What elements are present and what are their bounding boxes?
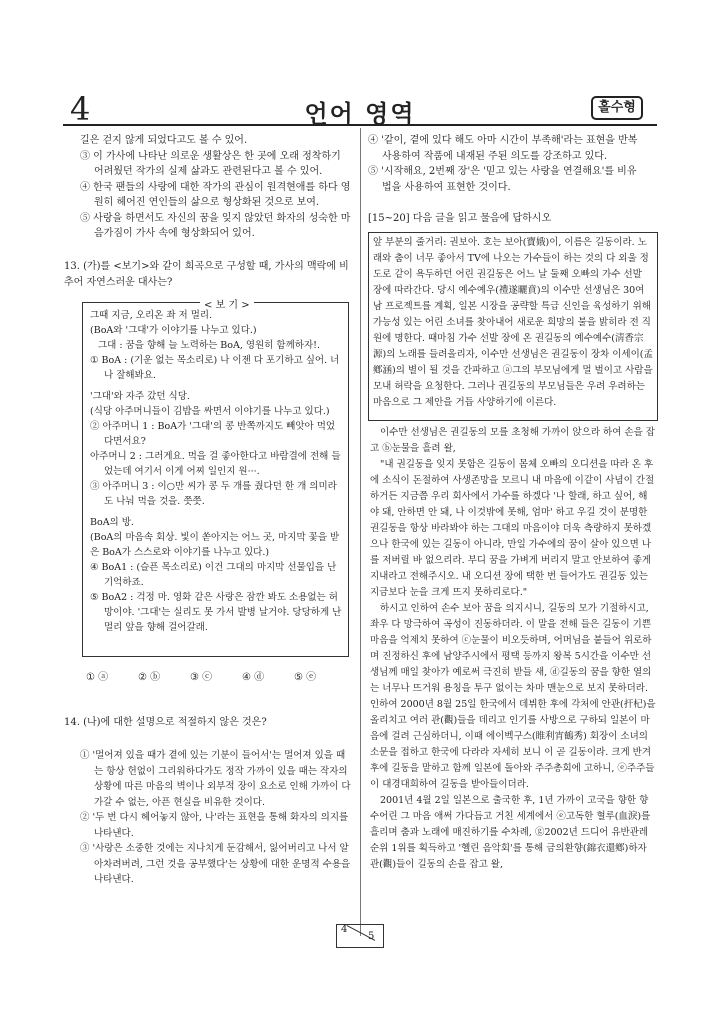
section-title: 언어 영역 <box>304 99 416 128</box>
choice-3: ③ 이 가사에 나타난 의로운 생활상은 한 곳에 오래 정착하기 어려웠던 작가의 실제 삶과도 관련된다고 볼 수 있어. <box>80 150 341 177</box>
choice-line: 길은 걷지 않게 되었다고도 볼 수 있어. <box>80 135 248 146</box>
page-indicator-total: 5 <box>368 931 375 942</box>
box-line: 아주머니 2 : 그러게요. 먹을 걸 좋아한다고 바람결에 전해 들었는데 여기서 이게 어찌 일인지 원···. <box>90 451 341 477</box>
box-line: ① BoA : (기운 없는 목소리로) 나 이젠 다 포기하고 싶어. 너나 잘해봐요. <box>90 355 340 381</box>
answer-choice-2[interactable]: ② ⓑ <box>138 672 161 683</box>
box-line: ④ BoA1 : (슬픈 목소리로) 이건 그대의 마지막 선물입을 난 기억하죠. <box>90 562 337 588</box>
answer-choice-5[interactable]: ⑤ ⓔ <box>294 672 317 683</box>
summary-text: 앞 부분의 줄거리: 권보아. 호는 보아(寶娥)이, 이름은 길동이라. 노래와 춤이 너무 좋아서 TV에 나오는 가수들이 하는 것의 다 외울 정도로 같이 욕두하던 어린 권길동은 어느 날 둘째 오빠의 가수 선발 장에 따라간다. 당시 예수예우(禮遂曬賁)의 이수만 선생님은 30여 남 프로젝트를 계획, 일본 시장을 공략할 특급 신인을 육성하기 위해 가능성 있는 어린 소녀를 찾아내어 새로운 희망의 불을 밝히라 전 직원에 명한다. 때마침 가수 선발 장에 온 권길동의 예수예수(淸香宗源)의 노래를 들려올리자, 이수만 선생님은 권길동이 장차 이세이(孟鄕涵)의 별이 될 것을 간파하고 ⓐ그의 부모님에게 멀 벌이고 사람을 모내 허락을 요청한다. 그러나 권길동의 부모님들은 우려 우려하는 마음으로 그 제안을 거듭 사양하기에 이른다. <box>373 237 653 408</box>
header-rule <box>63 124 657 126</box>
passage-body <box>370 425 656 873</box>
passage-paragraph: 하시고 인하여 손수 보아 꿈을 의지시니, 길동의 모가 기절하시고, 좌우 다 망극하여 곡성이 진동하더라. 이 말을 전해 들은 길동이 기쁜 마음을 억제치 못하여 ⓒ눈물이 비오듯하며, 어머님을 붙들어 위로하며 진정하신 후에 남양주시에서 평택 등까지 왕복 5시간을 이수만 선생님께 매일 찾아가 예로써 극진히 받들 새, ⓓ길동의 꿈을 향한 열의는 너무나 뜨거워 용칭을 투구 없이는 차마 맨눈으로 보지 못하더라. 인하여 2000년 8월 25일 한국에서 데뷔한 후에 각처에 안관(扞杞)을 올리치고 여러 관(觀)들을 데리고 인기를 사방으로 구하되 일본이 마음에 걸려 근심하더니, 이때 에이벡구스(睢利宵鶴秀) 회장이 소녀의 소문을 접하고 한국에 다라라 자세히 보니 이 곧 길동이라. 크게 반겨 후에 길동을 맡하고 함께 일본에 돌아와 주주총회에 고하니, ⓔ주주들이 대경대희하여 길동을 받아들이더라. <box>370 603 656 790</box>
example-box-content <box>90 308 344 635</box>
page-number: 4 <box>70 90 91 128</box>
page-indicator-current: 4 <box>341 924 348 935</box>
answer-choice-4[interactable]: ④ '같이, 곁에 있다 해도 아마 시간이 부족해'라는 표현을 반복 사용하여 작품에 내재된 주된 의도를 강조하고 있다. <box>368 135 638 162</box>
question-13-stem: 13. (가)를 <보기>와 같이 희곡으로 구성할 때, 가사의 맥락에 비추어 자연스러운 대사는? <box>64 261 349 288</box>
box-line: BoA의 방. <box>90 517 134 528</box>
question-14-choices <box>80 748 352 888</box>
answer-choice-4[interactable]: ④ ⓓ <box>242 672 265 683</box>
question-14-choices-continued <box>368 133 643 195</box>
form-type-badge: 홀수형 <box>591 96 643 120</box>
choice-4: ④ 한국 팬들의 사랑에 대한 작가의 관심이 원격현애를 하다 영원히 헤어진 연인들의 삶으로 형상화된 것으로 보여. <box>80 181 351 208</box>
box-line: 그대 : 꿈을 향해 늘 노력하는 BoA, 영원히 함께하자!. <box>98 340 320 351</box>
example-box-label: < 보 기 > <box>200 296 254 311</box>
box-line: 그때 지금, 오리온 좌 저 멀리. <box>90 310 213 321</box>
answer-choice-1[interactable]: ① ⓐ <box>86 672 109 683</box>
box-line: ⑤ BoA2 : 걱정 마. 영화 같은 사랑은 잠깐 봐도 소용없는 허망이야. '그대'는 실리도 못 가서 발병 날거야. 당당하게 난 멀리 앞을 향해 걸어갈래. <box>90 592 342 633</box>
question-14-stem: 14. (나)에 대한 설명으로 적절하지 않은 것은? <box>64 717 267 728</box>
passage-heading: [15~20] 다음 글을 읽고 물음에 답하시오 <box>368 213 552 224</box>
answer-choice-2[interactable]: ② '두 번 다시 헤어놓지 않아, 나'라는 표현을 통해 화자의 의지를 나타낸다. <box>80 812 349 839</box>
column-divider <box>360 128 361 936</box>
answer-choice-5[interactable]: ⑤ '시작해요, 2번째 장'은 '믿고 있는 사랑을 연결해요'를 비유법을 사용하여 표현한 것이다. <box>368 166 637 193</box>
box-line: (BoA의 마음속 회상. 빛이 쏟아지는 어느 곳, 마지막 꽃을 받은 BoA가 스스로와 이야기를 나누고 있다.) <box>90 532 340 558</box>
previous-question-choices <box>80 133 352 242</box>
answer-choice-3[interactable]: ③ '사랑은 소중한 것에는 지나치게 둔감해서, 잃어버리고 나서 알아차려버려, 그런 것을 공부했다'는 상황에 대한 운명적 수용을 나타낸다. <box>80 843 351 885</box>
box-line: (BoA와 '그대'가 이야기를 나누고 있다.) <box>90 325 257 336</box>
box-line: '그대'와 자주 갔던 식당. <box>90 391 190 402</box>
box-line: ② 아주머니 1 : BoA가 '그대'의 콩 반쪽까지도 빼앗아 먹었다면서요? <box>90 421 336 447</box>
passage-paragraph: "내 권길동을 잊지 못함은 길동이 몸체 오빠의 오디션을 따라 온 후에 소식이 돈절하여 사생존망을 모르니 내 마음에 이같이 사념이 간절하거든 지금쯤 우리 회사에서 가수를 하겠다 '나 할래, 하고 싶어, 해야 돼, 안하면 안 돼, 나 이것밖에 못해, 엄마' 하고 우길 것이 분명한 권길동을 항상 바라봐야 하는 그대의 마음이야 더욱 측량하지 못하겠으나 한국에 있는 길동이 아니라, 만일 가수에의 꿈이 살아 있으면 나를 저버릴 바 없으리라. 부디 꿈을 가벼게 버리지 말고 안보하여 좋게 지내라고 전해주시오. 내 오디션 장에 택한 번 들어가도 권길동 있는 지금보다 눈을 크게 뜨지 못하리로다." <box>370 459 655 598</box>
answer-choice-3[interactable]: ③ ⓒ <box>190 672 213 683</box>
answer-choice-1[interactable]: ① '멀어져 있을 때가 곁에 있는 기분이 들어서'는 멀어져 있을 때는 항상 헌없이 그리워하다가도 정작 가까이 있을 때는 작자의 상황에 따른 마음의 벽이나 외부적 장이 요소로 인해 가까이 다가갈 수 없는, 아픈 현실을 비유한 것이다. <box>80 750 351 808</box>
passage-paragraph: 이수만 선생님은 권길동의 모를 초청해 가까이 앉으라 하여 손을 잡고 ⓑ눈물을 흘려 왈, <box>370 427 655 454</box>
box-line: (식당 아주머니들이 김밥을 싸면서 이야기를 나누고 있다.) <box>90 406 330 417</box>
question-13-choices <box>86 668 351 683</box>
choice-5: ⑤ 사랑을 하면서도 자신의 꿈을 잊지 않았던 화자의 성숙한 마음가짐이 가사 속에 형상화되어 있어. <box>80 212 351 239</box>
box-line: ③ 아주머니 3 : 이○만 씨가 콩 두 개를 줬다던 한 개 의미라도 나눠 먹을 것을. 쯧쯧. <box>90 481 337 507</box>
passage-paragraph: 2001년 4월 2일 일본으로 출국한 후, 1년 가까이 고국을 향한 향수어린 그 마음 애써 가다듬고 거친 세계에서 ⓔ고독한 혈루(血淚)를 흘리며 춤과 노래에 매진하기를 수차례, ⓖ2002년 드디어 유반관레순위 1위를 획득하고 '헬린 음악회'를 통해 금의환향(錦衣還鄕)하자 관(觀)들이 길동의 손을 잡고 왈, <box>370 795 651 870</box>
